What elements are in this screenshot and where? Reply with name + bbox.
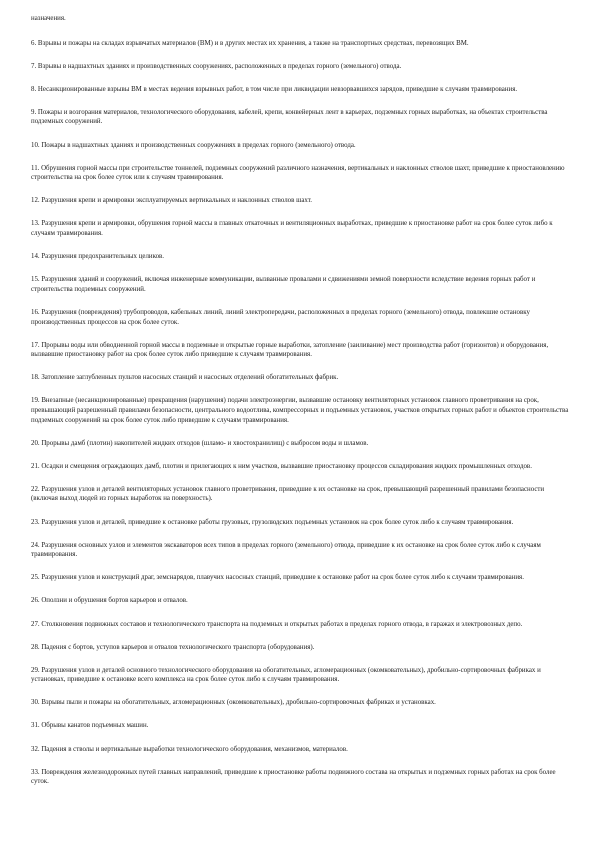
list-item-18: 18. Затопление заглубленных пультов насосных станций и насосных отделений обогатительных фабрик. (31, 374, 339, 382)
list-item-7: 7. Взрывы в надшахтных зданиях и производственных сооружениях, расположенных в пределах горного (земельного) отвода. (31, 62, 402, 70)
list-item-8: 8. Несанкционированные взрывы ВМ в местах ведения взрывных работ, в том числе при ликвидации невзорвавшихся зарядов, приведшие к случаям травмирования. (31, 85, 518, 93)
list-item-13: 13. Разрушения крепи и армировки, обрушения горной массы в главных откаточных и вентиляционных выработках, приведшие к приостановке работ на срок более суток либо к случаям травмирования. (31, 220, 553, 238)
list-item-6: 6. Взрывы и пожары на складах взрывчатых материалов (ВМ) и в других местах их хранения, а также на транспортных средствах, перевозящих ВМ. (31, 39, 469, 47)
list-item-33: 33. Повреждения железнодорожных путей главных направлений, приведшие к приостановке работы подвижного состава на открытых и подземных горных работах на срок более суток. (31, 768, 556, 786)
list-item-24: 24. Разрушения основных узлов и элементов экскаваторов всех типов в пределах горного (земельного) отвода, приведшие к их остановке на срок более суток либо к случаям травмирования. (31, 541, 541, 559)
list-item-20: 20. Прорывы дамб (плотин) накопителей жидких отходов (шламо- и хвостохранилищ) с выбросом воды и шламов. (31, 439, 369, 447)
list-item-17: 17. Прорывы воды или обводненной горной массы в подземные и открытые горные выработки, затопление (заиливание) мест производства работ (горизонтов) и оборудования, вызвавшие приостановку работ на срок более суток либо приведшие к случаям травмирования. (31, 341, 549, 359)
list-item-28: 28. Падения с бортов, уступов карьеров и отвалов технологического транспорта (оборудования). (31, 643, 315, 651)
list-item-14: 14. Разрушения предохранительных целиков. (31, 253, 165, 261)
list-item-29: 29. Разрушения узлов и деталей основного технологического оборудования на обогатительных, агломерационных (окомковательных), дробильно-сортировочных фабриках и установках, приведшие к остановке всего комплекса на срок более суток либо к случаям травмирования. (31, 666, 541, 684)
list-item-22: 22. Разрушения узлов и деталей вентиляторных установок главного проветривания, приведшие к их остановке на срок, превышающий разрешенный правилами безопасности (включая выход людей из горных выработок на поверхность). (31, 485, 545, 503)
list-item-11: 11. Обрушения горной массы при строительстве тоннелей, подземных сооружений различного назначения, вертикальных и наклонных стволов шахт, приведшие к приостановлению строительства на срок более суток или к случаям травмирования. (31, 164, 565, 182)
list-item-16: 16. Разрушения (повреждения) трубопроводов, кабельных линий, линий электропередачи, расположенных в пределах горного (земельного) отвода, повлекшие остановку производственных процессов на срок более суток. (31, 308, 530, 326)
list-item-31: 31. Обрывы канатов подъемных машин. (31, 722, 149, 730)
list-item-30: 30. Взрывы пыли и пожары на обогатительных, агломерационных (окомковательных), дробильно-сортировочных фабриках и установках. (31, 699, 436, 707)
list-item-32: 32. Падения в стволы и вертикальные выработки технологического оборудования, механизмов, материалов. (31, 745, 348, 753)
document-body (31, 14, 569, 800)
list-item-26: 26. Оползни и обрушения бортов карьеров и отвалов. (31, 597, 188, 605)
list-item-25: 25. Разрушения узлов и конструкций драг, земснарядов, плавучих насосных станций, приведшие к остановке работ на срок более суток либо к случаям травмирования. (31, 574, 524, 582)
list-item-10: 10. Пожары в надшахтных зданиях и производственных сооружениях в пределах горного (земельного) отвода. (31, 141, 356, 149)
paragraph-continuation: назначения. (31, 15, 66, 22)
list-item-15: 15. Разрушения зданий и сооружений, включая инженерные коммуникации, вызванные провалами и сдвижениями земной поверхности вследствие ведения горных работ и строительства подземных сооружений. (31, 276, 536, 293)
list-item-21: 21. Осадки и смещения ограждающих дамб, плотин и прилегающих к ним участков, вызвавшие приостановку процессов складирования жидких промышленных отходов. (31, 462, 532, 470)
list-item-27: 27. Столкновения подвижных составов и технологического транспорта на подземных и открытых работах в пределах горного отвода, в гаражах и электровозных депо. (31, 620, 523, 628)
list-item-12: 12. Разрушения крепи и армировки эксплуатируемых вертикальных и наклонных стволов шахт. (31, 197, 312, 205)
list-item-9: 9. Пожары и возгорания материалов, технологического оборудования, кабелей, крепи, конвейерных лент в карьерах, подземных горных выработках, на объектах строительства подземных сооружений. (31, 108, 548, 126)
list-item-23: 23. Разрушения узлов и деталей, приведшие к остановке работы грузовых, грузолюдских подъемных установок на срок более суток либо к случаям травмирования. (31, 518, 514, 526)
list-item-19: 19. Внезапные (несанкционированные) прекращения (нарушения) подачи электроэнергии, вызвавшие остановку вентиляторных установок главного проветривания на срок, превышающий разрешенный правилами безопасности, центрального водоотлива, компрессорных и подъемных установок, участков открытых горных работ и объектов строительства подземных сооружений на срок более суток либо приведшие к случаям травмирования. (31, 397, 569, 424)
